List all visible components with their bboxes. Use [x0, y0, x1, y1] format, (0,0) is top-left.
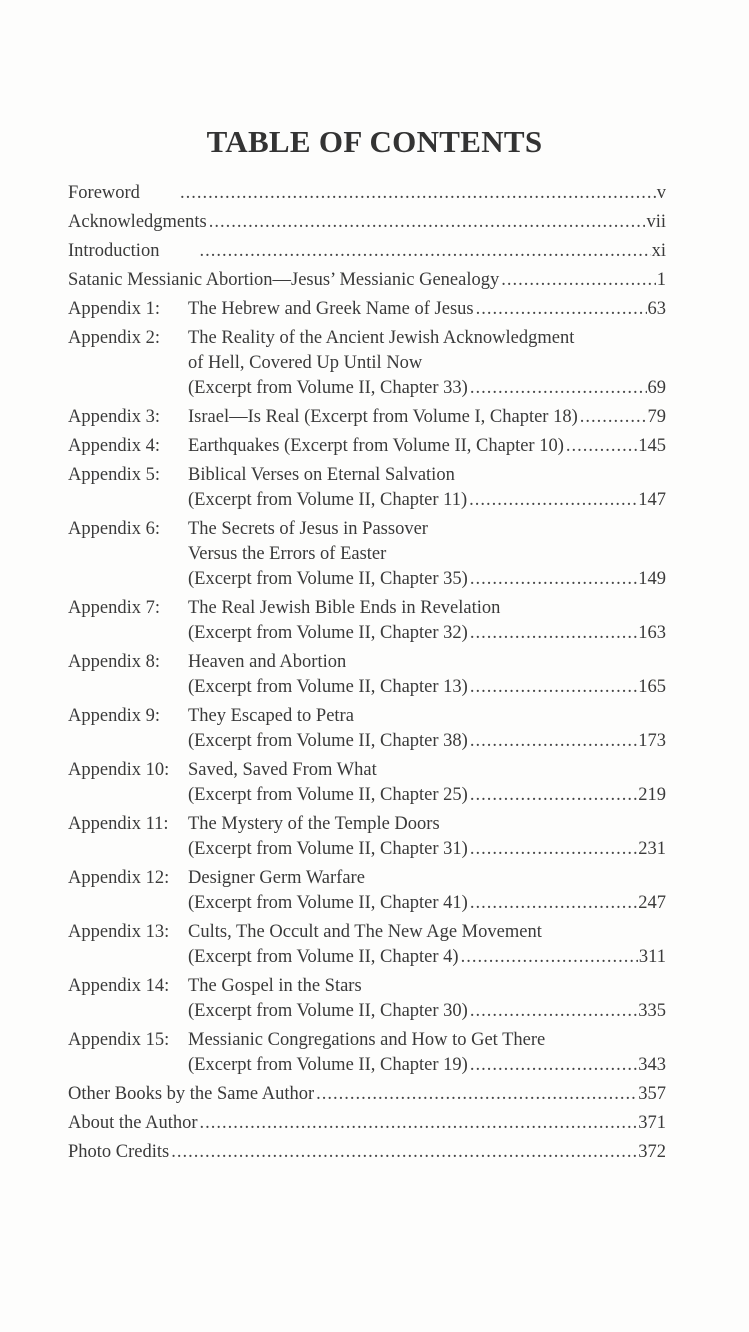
toc-entry [68, 974, 666, 1024]
toc-page-number: 247 [638, 893, 666, 913]
toc-entry-title: (Excerpt from Volume II, Chapter 33) [188, 378, 468, 398]
toc-page-number: 63 [647, 299, 666, 319]
dot-leader [469, 488, 637, 513]
toc-line [68, 517, 666, 542]
dot-leader [180, 181, 656, 206]
toc-line [68, 567, 666, 592]
toc-page-number: 165 [638, 677, 666, 697]
toc-page-number: 372 [638, 1142, 666, 1162]
toc-entry-label: Appendix 7: [68, 598, 160, 618]
dot-leader [461, 945, 638, 970]
toc-page-number: 69 [647, 378, 666, 398]
toc-entry [68, 650, 666, 700]
dot-leader [470, 675, 637, 700]
toc-line [68, 405, 666, 430]
toc-line [68, 463, 666, 488]
toc-entry-label: Appendix 6: [68, 519, 160, 539]
toc-page-number: 335 [638, 1001, 666, 1021]
toc-entry-title: (Excerpt from Volume II, Chapter 38) [188, 731, 468, 751]
toc-entry [68, 210, 666, 235]
toc-entry-title: (Excerpt from Volume II, Chapter 41) [188, 893, 468, 913]
toc-page-number: 147 [638, 490, 666, 510]
toc-entry-title: (Excerpt from Volume II, Chapter 35) [188, 569, 468, 589]
toc-entry-title: (Excerpt from Volume II, Chapter 30) [188, 1001, 468, 1021]
page-title: TABLE OF CONTENTS [206, 124, 543, 159]
toc-page-number: vii [646, 212, 666, 232]
toc-line [68, 891, 666, 916]
toc-line [68, 1053, 666, 1078]
dot-leader [470, 999, 637, 1024]
toc-line [68, 945, 666, 970]
toc-entry-title: (Excerpt from Volume II, Chapter 19) [188, 1055, 468, 1075]
toc-line [68, 596, 666, 621]
toc-entry-label: Appendix 4: [68, 436, 160, 456]
toc-page-number: 357 [638, 1084, 666, 1104]
toc-entry-label: Appendix 13: [68, 922, 170, 942]
toc-entry-title: Other Books by the Same Author [68, 1084, 315, 1104]
dot-leader [470, 1053, 637, 1078]
dot-leader [470, 729, 637, 754]
toc-entry-title: The Secrets of Jesus in Passover [188, 519, 428, 539]
toc-entry [68, 239, 666, 264]
toc-entry-label: Appendix 12: [68, 868, 170, 888]
toc-entry-title: Versus the Errors of Easter [188, 544, 387, 564]
toc-line [68, 675, 666, 700]
toc-entry [68, 758, 666, 808]
toc-entry [68, 596, 666, 646]
toc-entry-title: of Hell, Covered Up Until Now [188, 353, 423, 373]
toc-entry-title: Cults, The Occult and The New Age Movement [188, 922, 542, 942]
toc-line [68, 1111, 666, 1136]
toc-page-number: 163 [638, 623, 666, 643]
toc-entry-label: Appendix 1: [68, 299, 160, 319]
dot-leader [199, 239, 650, 264]
toc-line [68, 729, 666, 754]
toc-page-number: 1 [656, 270, 666, 290]
toc-line [68, 181, 666, 206]
dot-leader [470, 376, 647, 401]
toc-entry [68, 812, 666, 862]
dot-leader [476, 297, 647, 322]
toc-line [68, 239, 666, 264]
toc-entry-title: Earthquakes (Excerpt from Volume II, Chapter 10) [188, 436, 564, 456]
dot-leader [171, 1140, 637, 1165]
toc-line [68, 621, 666, 646]
toc-entry-title: (Excerpt from Volume II, Chapter 31) [188, 839, 468, 859]
toc-entry-title: Israel—Is Real (Excerpt from Volume I, Chapter 18) [188, 407, 578, 427]
toc-entry-title: Foreword [68, 183, 140, 203]
toc-line [68, 758, 666, 783]
toc-entry-title: (Excerpt from Volume II, Chapter 32) [188, 623, 468, 643]
toc-entry-label: Appendix 10: [68, 760, 170, 780]
toc-entry [68, 517, 666, 592]
dot-leader [470, 837, 637, 862]
toc-entry-title: Photo Credits [68, 1142, 170, 1162]
toc-line [68, 920, 666, 945]
dot-leader [566, 434, 637, 459]
toc-entry [68, 1140, 666, 1165]
toc-line [68, 837, 666, 862]
toc-entry-title: (Excerpt from Volume II, Chapter 11) [188, 490, 468, 510]
toc-entry-title: The Real Jewish Bible Ends in Revelation [188, 598, 501, 618]
toc-entry [68, 463, 666, 513]
toc-entry-title: Acknowledgments [68, 212, 207, 232]
toc-entry-label: Appendix 5: [68, 465, 160, 485]
dot-leader [209, 210, 646, 235]
toc-entry [68, 704, 666, 754]
toc-line [68, 1082, 666, 1107]
toc-line [68, 268, 666, 293]
toc-entry-label: Appendix 14: [68, 976, 170, 996]
toc-line [68, 1028, 666, 1053]
toc-entry-title: Introduction [68, 241, 160, 261]
toc-entry-title: Designer Germ Warfare [188, 868, 365, 888]
toc-line [68, 434, 666, 459]
toc-entry-label: Appendix 8: [68, 652, 160, 672]
toc-line [68, 999, 666, 1024]
toc-entry-title: The Mystery of the Temple Doors [188, 814, 440, 834]
toc-line [68, 650, 666, 675]
toc-entry-title: (Excerpt from Volume II, Chapter 13) [188, 677, 468, 697]
toc-line [68, 866, 666, 891]
toc-page-number: 371 [638, 1113, 666, 1133]
toc-entry [68, 1028, 666, 1078]
toc-page-number: 145 [638, 436, 666, 456]
toc-page-number: 311 [638, 947, 666, 967]
toc-entry-title: The Gospel in the Stars [188, 976, 362, 996]
toc-entry-title: Biblical Verses on Eternal Salvation [188, 465, 455, 485]
toc-entry-title: Heaven and Abortion [188, 652, 347, 672]
toc-entry-label: Appendix 11: [68, 814, 169, 834]
toc-line [68, 351, 666, 376]
toc-entry-label: Appendix 3: [68, 407, 160, 427]
toc-page-number: xi [651, 241, 666, 261]
toc-entry [68, 920, 666, 970]
toc-entry-title: Saved, Saved From What [188, 760, 377, 780]
toc-line [68, 210, 666, 235]
toc-entry-title: (Excerpt from Volume II, Chapter 25) [188, 785, 468, 805]
toc-entry-label: Appendix 15: [68, 1030, 170, 1050]
toc-entry [68, 1082, 666, 1107]
dot-leader [470, 567, 637, 592]
dot-leader [316, 1082, 637, 1107]
dot-leader [501, 268, 656, 293]
toc-page-number: 231 [638, 839, 666, 859]
toc-entry-label: Appendix 9: [68, 706, 160, 726]
toc-entry-title: The Hebrew and Greek Name of Jesus [188, 299, 474, 319]
toc-line [68, 704, 666, 729]
toc-entry-title: Messianic Congregations and How to Get There [188, 1030, 546, 1050]
toc-entry [68, 297, 666, 322]
toc-line [68, 488, 666, 513]
toc-line [68, 376, 666, 401]
toc-line [68, 974, 666, 999]
toc-entry [68, 866, 666, 916]
dot-leader [470, 621, 637, 646]
toc-line [68, 297, 666, 322]
toc-entry [68, 181, 666, 206]
toc-line [68, 542, 666, 567]
dot-leader [470, 891, 637, 916]
toc-entry [68, 268, 666, 293]
toc-entry-label: Appendix 2: [68, 328, 160, 348]
toc-page-number: 219 [638, 785, 666, 805]
toc-entry-title: About the Author [68, 1113, 198, 1133]
toc-line [68, 1140, 666, 1165]
dot-leader [470, 783, 637, 808]
toc-entry-title: (Excerpt from Volume II, Chapter 4) [188, 947, 459, 967]
toc-entry [68, 405, 666, 430]
toc-entry [68, 1111, 666, 1136]
toc-entry [68, 326, 666, 401]
toc-entry-title: Satanic Messianic Abortion—Jesus’ Messianic Genealogy [68, 270, 500, 290]
dot-leader [580, 405, 647, 430]
toc-page-number: 79 [647, 407, 666, 427]
toc-line [68, 783, 666, 808]
toc-page-number: 343 [638, 1055, 666, 1075]
toc-entry-title: They Escaped to Petra [188, 706, 354, 726]
toc-line [68, 326, 666, 351]
dot-leader [200, 1111, 638, 1136]
toc-page-number: 173 [638, 731, 666, 751]
table-of-contents [68, 181, 666, 1169]
toc-line [68, 812, 666, 837]
toc-page-number: v [656, 183, 666, 203]
toc-entry [68, 434, 666, 459]
toc-page-number: 149 [638, 569, 666, 589]
toc-entry-title: The Reality of the Ancient Jewish Acknowledgment [188, 328, 575, 348]
